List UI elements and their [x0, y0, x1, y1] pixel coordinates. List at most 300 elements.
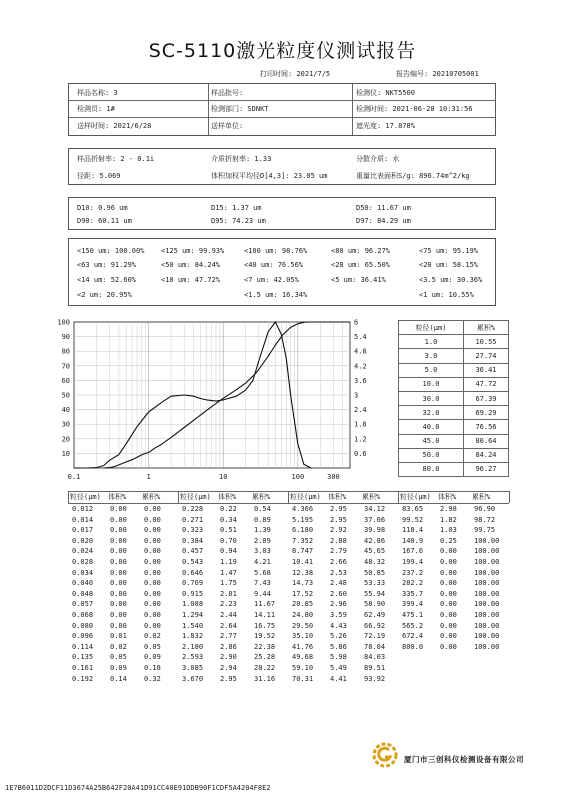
company-name: 厦门市三创科仪检测设备有限公司 — [404, 755, 524, 764]
dist-cell: 140.9 — [402, 536, 424, 545]
x-tick-label: 100 — [291, 473, 305, 481]
dist-cell: 99.75 — [474, 526, 496, 535]
dist-cell: 0.00 — [110, 558, 127, 566]
dist-cell: 0.00 — [440, 621, 457, 630]
right-tick-label: 5.4 — [354, 333, 367, 342]
dist-cell: 118.4 — [402, 526, 424, 535]
dist-cell: 1.19 — [220, 558, 237, 566]
dist-cell: 14.11 — [254, 611, 276, 619]
bin-cell: 50.0 — [399, 448, 464, 462]
dist-cell: 0.014 — [72, 515, 94, 524]
report-hash: 1E7B6011D2DCF11D3674A25B642F20A41D91CC40E91DDB90F1CDF5A4204F8E2 — [5, 784, 271, 792]
dist-cell: 800.0 — [402, 642, 424, 651]
dist-cell: 89.51 — [364, 664, 386, 672]
report-number: 报告编号: 20210705001 — [396, 70, 479, 78]
dist-cell: 0.70 — [220, 536, 237, 545]
x-tick-label: 1 — [146, 473, 151, 481]
particle-size-chart — [50, 318, 390, 490]
instrument: 检测仪: NKT5500 — [356, 89, 415, 97]
dist-cell: 4.41 — [330, 674, 347, 683]
cum-28: <28 um: 65.50% — [331, 261, 391, 269]
dist-cell: 0.09 — [144, 653, 161, 662]
bin-cell: 40.0 — [399, 420, 464, 434]
table-row — [399, 434, 509, 448]
dist-cell: 98.72 — [474, 515, 496, 524]
cum-1-5: <1.5 um: 16.34% — [244, 291, 308, 299]
bin-header-cell: 粒径(μm) — [399, 321, 464, 335]
d95: D95: 74.23 um — [211, 217, 266, 225]
dist-cell: 2.48 — [330, 579, 347, 588]
dist-cell: 31.16 — [254, 674, 276, 683]
dist-cell: 0.543 — [182, 558, 204, 566]
dist-cell: 1.82 — [440, 515, 457, 524]
dist-cell: 22.38 — [254, 642, 276, 651]
test-time: 检测时间: 2021-06-28 10:31:56 — [356, 105, 473, 113]
d97: D97: 84.29 um — [356, 217, 411, 225]
dist-cell: 2.86 — [220, 642, 237, 651]
cum-80: <80 um: 96.27% — [331, 247, 391, 255]
dist-cell: 100.00 — [474, 621, 500, 630]
dist-cell: 1.832 — [182, 632, 204, 641]
right-axis-labels — [354, 319, 367, 458]
dist-cell: 672.4 — [402, 632, 424, 641]
dist-cell: 0.00 — [440, 642, 457, 651]
d90: D90: 60.11 um — [77, 217, 132, 225]
dist-cell: 0.00 — [144, 558, 161, 566]
dist-cell: 2.98 — [440, 505, 457, 513]
dist-cell: 2.64 — [220, 621, 237, 630]
dist-cell: 2.66 — [330, 558, 347, 566]
x-tick-label: 300 — [327, 473, 340, 481]
dist-cell: 0.00 — [440, 568, 457, 577]
dist-cell: 2.44 — [220, 611, 237, 619]
dist-cell: 0.00 — [110, 579, 127, 588]
dist-cell: 0.00 — [440, 632, 457, 641]
cum-5: <5 um: 36.41% — [331, 276, 386, 284]
right-tick-label: 0.6 — [354, 449, 367, 458]
left-tick-label: 40 — [61, 406, 70, 415]
dist-cell: 0.00 — [144, 536, 161, 545]
dist-cell: 0.192 — [72, 674, 94, 683]
cum-40: <40 um: 76.56% — [244, 261, 304, 269]
medium-refractive-index: 介质折射率: 1.33 — [211, 155, 272, 163]
dist-cell: 0.384 — [182, 536, 204, 545]
dist-cell: 0.02 — [144, 632, 161, 641]
dist-cell: 0.020 — [72, 536, 94, 545]
dist-cell: 5.26 — [330, 632, 347, 641]
table-row — [399, 349, 509, 363]
dist-cell: 24.80 — [292, 611, 314, 619]
left-tick-label: 20 — [61, 435, 70, 444]
dist-header-cell: 体积% — [328, 493, 347, 501]
right-tick-label: 1.8 — [354, 420, 367, 429]
dist-cell: 2.88 — [330, 536, 347, 545]
sample-info-box — [68, 83, 496, 136]
dist-cell: 11.67 — [254, 600, 276, 609]
dist-cell: 19.52 — [254, 632, 276, 641]
dist-cell: 58.90 — [364, 600, 386, 609]
dist-cell: 0.00 — [144, 547, 161, 556]
dist-cell: 5.86 — [330, 642, 347, 651]
dist-cell: 0.94 — [220, 547, 237, 556]
dist-cell: 100.00 — [474, 568, 500, 577]
dist-cell: 62.49 — [364, 611, 386, 619]
dist-cell: 5.98 — [330, 653, 347, 662]
dist-cell: 0.00 — [110, 547, 127, 556]
dist-cell: 2.01 — [220, 589, 237, 598]
dist-cell: 100.00 — [474, 536, 500, 545]
obscuration: 遮光度: 17.878% — [356, 122, 415, 130]
submit-unit: 送样单位: — [211, 122, 244, 130]
dist-cell: 0.00 — [144, 611, 161, 619]
dist-cell: 4.21 — [254, 558, 271, 566]
table-row — [399, 335, 509, 349]
cum-14: <14 um: 52.60% — [77, 276, 137, 284]
dist-cell: 4.43 — [330, 621, 347, 630]
dist-cell: 0.00 — [144, 515, 161, 524]
cum-2: <2 um: 20.95% — [77, 291, 132, 299]
bin-cell: 30.0 — [399, 391, 464, 405]
dist-cell: 5.195 — [292, 515, 314, 524]
dist-header-cell: 体积% — [438, 493, 457, 501]
dist-header-cell: 体积% — [108, 493, 127, 501]
dist-cell: 0.00 — [440, 547, 457, 556]
dist-cell: 93.92 — [364, 674, 386, 683]
dist-cell: 0.00 — [144, 505, 161, 513]
left-tick-label: 80 — [61, 347, 70, 356]
dist-cell: 20.85 — [292, 600, 314, 609]
right-tick-label: 6 — [354, 318, 359, 327]
dist-cell: 42.86 — [364, 536, 386, 545]
dist-cell: 0.048 — [72, 589, 94, 598]
cum-75: <75 um: 95.19% — [419, 247, 479, 255]
dist-cell: 10.41 — [292, 558, 314, 566]
dist-cell: 0.323 — [182, 526, 204, 535]
params-box — [68, 148, 496, 185]
cum-20: <20 um: 58.15% — [419, 261, 479, 269]
dist-cell: 0.09 — [110, 664, 127, 672]
dist-cell: 66.92 — [364, 621, 386, 630]
cum-125: <125 um: 99.93% — [161, 247, 225, 255]
table-row — [399, 391, 509, 405]
dist-cell: 199.4 — [402, 558, 424, 566]
dist-cell: 2.95 — [330, 505, 347, 513]
dist-cell: 1.088 — [182, 600, 204, 609]
dist-cell: 0.00 — [110, 505, 127, 513]
dist-cell: 0.00 — [110, 611, 127, 619]
dist-cell: 41.76 — [292, 642, 314, 651]
x-tick-label: 0.1 — [67, 473, 81, 481]
bin-cell: 36.41 — [463, 363, 508, 377]
dist-cell: 0.34 — [220, 515, 237, 524]
dist-cell: 0.457 — [182, 547, 204, 556]
cum-3-5: <3.5 um: 30.36% — [419, 276, 483, 284]
dist-cell: 99.52 — [402, 515, 424, 524]
dist-cell: 399.4 — [402, 600, 424, 609]
dist-cell: 2.53 — [330, 568, 347, 577]
dist-cell: 3.03 — [254, 547, 271, 556]
dist-cell: 5.68 — [254, 568, 271, 577]
specific-surface-area: 重量比表面积S/g: 896.74m^2/kg — [356, 172, 470, 180]
dist-cell: 0.135 — [72, 653, 94, 662]
dist-cell: 0.040 — [72, 579, 94, 588]
dist-header-cell: 累积% — [142, 493, 161, 501]
right-tick-label: 4.8 — [354, 347, 367, 356]
cum-1: <1 um: 10.55% — [419, 291, 474, 299]
x-axis-labels — [68, 473, 340, 481]
dist-cell: 2.92 — [330, 526, 347, 535]
dist-cell: 84.03 — [364, 653, 386, 662]
dist-cell: 0.034 — [72, 568, 94, 577]
dist-cell: 100.00 — [474, 642, 500, 651]
dist-cell: 0.228 — [182, 505, 204, 513]
dist-cell: 1.39 — [254, 526, 271, 535]
dist-cell: 2.94 — [220, 664, 237, 672]
table-row — [399, 420, 509, 434]
left-tick-label: 10 — [61, 449, 70, 458]
dist-cell: 0.00 — [144, 579, 161, 588]
cum-100: <100 um: 98.76% — [244, 247, 308, 255]
bin-cell: 96.27 — [463, 462, 508, 476]
dist-cell: 0.05 — [110, 653, 127, 662]
dist-cell: 0.271 — [182, 515, 204, 524]
right-tick-label: 4.2 — [354, 362, 367, 371]
dist-cell: 1.75 — [220, 579, 237, 588]
dist-cell: 0.017 — [72, 526, 94, 535]
table-row — [399, 363, 509, 377]
right-tick-label: 1.2 — [354, 435, 367, 444]
d10: D10: 0.96 um — [77, 204, 128, 212]
dist-cell: 9.44 — [254, 589, 271, 598]
bin-cell: 80.64 — [463, 434, 508, 448]
dist-cell: 0.14 — [110, 674, 127, 683]
dist-cell: 16.75 — [254, 621, 276, 630]
dist-cell: 72.19 — [364, 632, 386, 641]
dist-cell: 70.31 — [292, 674, 314, 683]
left-tick-label: 100 — [57, 318, 70, 327]
right-tick-label: 3 — [354, 391, 359, 400]
dist-cell: 0.22 — [220, 505, 237, 513]
d15: D15: 1.37 um — [211, 204, 262, 212]
dist-cell: 0.024 — [72, 547, 94, 556]
dist-cell: 55.94 — [364, 589, 386, 598]
cum-7: <7 um: 42.05% — [244, 276, 299, 284]
dist-cell: 2.95 — [330, 515, 347, 524]
left-axis-labels — [57, 319, 70, 458]
d50: D50: 11.67 um — [356, 204, 411, 212]
bin-cell: 76.56 — [463, 420, 508, 434]
dist-cell: 6.180 — [292, 526, 314, 535]
dist-cell: 0.769 — [182, 579, 204, 588]
dist-cell: 282.2 — [402, 579, 424, 588]
dist-cell: 335.7 — [402, 589, 424, 598]
dispersion-medium: 分散介质: 水 — [356, 155, 400, 163]
dist-cell: 2.593 — [182, 653, 204, 662]
dist-cell: 3.59 — [330, 611, 347, 619]
bin-header-cell: 累积% — [463, 321, 508, 335]
dist-cell: 0.00 — [144, 589, 161, 598]
dist-cell: 0.00 — [440, 611, 457, 619]
dist-cell: 0.096 — [72, 632, 94, 641]
dist-cell: 565.2 — [402, 621, 424, 630]
dist-cell: 5.49 — [330, 664, 347, 672]
dist-cell: 100.00 — [474, 558, 500, 566]
bin-cell: 45.0 — [399, 434, 464, 448]
dist-cell: 167.6 — [402, 547, 424, 556]
dist-cell: 2.23 — [220, 600, 237, 609]
dist-cell: 96.90 — [474, 505, 496, 513]
print-time: 打印时间: 2021/7/5 — [260, 70, 331, 78]
dist-cell: 100.00 — [474, 611, 500, 619]
dist-cell: 0.00 — [110, 621, 127, 630]
bin-table — [398, 320, 509, 477]
dist-cell: 45.65 — [364, 547, 386, 556]
cumulative-box — [68, 238, 496, 306]
dist-cell: 0.00 — [440, 600, 457, 609]
dist-cell: 37.06 — [364, 515, 386, 524]
left-tick-label: 60 — [61, 376, 70, 385]
bin-cell: 32.0 — [399, 406, 464, 420]
left-tick-label: 30 — [61, 420, 70, 429]
dist-cell: 53.33 — [364, 579, 386, 588]
report-title: SC-5110激光粒度仪测试报告 — [148, 40, 417, 62]
dist-cell: 2.180 — [182, 642, 204, 651]
volume-mean-diameter: 体积加权平均径D[4,3]: 23.05 um — [211, 172, 328, 180]
dist-cell: 2.96 — [330, 600, 347, 609]
dist-cell: 1.540 — [182, 621, 204, 630]
dist-cell: 35.10 — [292, 632, 314, 641]
dist-cell: 0.068 — [72, 611, 94, 619]
bin-cell: 47.72 — [463, 377, 508, 391]
span: 径距: 5.069 — [77, 172, 121, 180]
dist-cell: 0.00 — [144, 600, 161, 609]
table-row — [399, 462, 509, 476]
dist-cell: 0.00 — [144, 526, 161, 535]
dist-cell: 0.012 — [72, 505, 94, 513]
dist-cell: 0.915 — [182, 589, 204, 598]
dist-cell: 0.05 — [144, 642, 161, 651]
dist-cell: 7.43 — [254, 579, 271, 588]
dist-cell: 0.00 — [440, 558, 457, 566]
dist-cell: 0.00 — [144, 621, 161, 630]
table-row — [399, 406, 509, 420]
dist-cell: 0.114 — [72, 642, 94, 651]
bin-cell: 67.39 — [463, 391, 508, 405]
bin-cell: 27.74 — [463, 349, 508, 363]
dist-cell: 0.161 — [72, 664, 94, 672]
dist-cell: 0.01 — [110, 632, 127, 641]
left-tick-label: 90 — [61, 333, 70, 342]
dist-cell: 8.747 — [292, 547, 314, 556]
department: 检测部门: SDNKT — [211, 105, 269, 113]
dist-cell: 0.028 — [72, 558, 94, 566]
bin-cell: 3.0 — [399, 349, 464, 363]
inspector: 检测员: 1# — [77, 105, 115, 113]
bin-cell: 69.29 — [463, 406, 508, 420]
left-tick-label: 50 — [61, 391, 70, 400]
bin-cell: 80.0 — [399, 462, 464, 476]
right-tick-label: 2.4 — [354, 406, 367, 415]
cum-10: <10 um: 47.72% — [161, 276, 221, 284]
dist-cell: 0.00 — [440, 589, 457, 598]
dist-cell: 29.50 — [292, 621, 314, 630]
dist-cell: 237.2 — [402, 568, 424, 577]
dist-cell: 2.09 — [254, 536, 271, 545]
dist-header-cell: 累积% — [472, 493, 491, 501]
cum-63: <63 um: 91.29% — [77, 261, 137, 269]
dist-cell: 78.04 — [364, 642, 386, 651]
dist-cell: 0.18 — [144, 664, 161, 672]
dist-cell: 0.51 — [220, 526, 237, 535]
cum-50: <50 um: 84.24% — [161, 261, 221, 269]
dist-cell: 100.00 — [474, 547, 500, 556]
bin-cell: 1.0 — [399, 335, 464, 349]
dist-cell: 2.90 — [220, 653, 237, 662]
dist-cell: 59.10 — [292, 664, 314, 672]
dist-cell: 0.00 — [110, 568, 127, 577]
dist-header-cell: 粒径(μm) — [70, 493, 101, 501]
cum-150: <150 um: 100.00% — [77, 247, 145, 255]
dist-cell: 100.00 — [474, 579, 500, 588]
dist-cell: 1.294 — [182, 611, 204, 619]
chart-grid — [74, 322, 350, 468]
dist-cell: 0.080 — [72, 621, 94, 630]
dist-cell: 0.00 — [110, 600, 127, 609]
dist-header-cell: 累积% — [252, 493, 271, 501]
dist-cell: 49.68 — [292, 653, 314, 662]
company-logo-icon — [370, 740, 400, 770]
dist-cell: 0.00 — [110, 536, 127, 545]
dist-cell: 3.085 — [182, 664, 204, 672]
dist-cell: 48.32 — [364, 558, 386, 566]
dist-cell: 3.670 — [182, 674, 204, 683]
dist-cell: 1.03 — [440, 526, 457, 535]
dist-cell: 0.057 — [72, 600, 94, 609]
dist-cell: 0.25 — [440, 536, 457, 545]
dist-header-cell: 粒径(μm) — [290, 493, 321, 501]
dist-cell: 475.1 — [402, 611, 424, 619]
bin-cell: 10.55 — [463, 335, 508, 349]
dist-cell: 100.00 — [474, 600, 500, 609]
dist-cell: 0.89 — [254, 515, 271, 524]
dist-cell: 2.95 — [220, 674, 237, 683]
sample-batch: 样品批号: — [211, 89, 244, 97]
dist-cell: 4.366 — [292, 505, 314, 513]
dist-cell: 0.00 — [144, 568, 161, 577]
dist-cell: 0.02 — [110, 642, 127, 651]
dist-header-cell: 粒径(μm) — [180, 493, 211, 501]
dist-cell: 28.22 — [254, 664, 276, 672]
dist-header-cell: 粒径(μm) — [400, 493, 431, 501]
dist-cell: 0.00 — [110, 526, 127, 535]
dist-cell: 83.65 — [402, 505, 424, 513]
dist-cell: 14.73 — [292, 579, 314, 588]
dist-cell: 39.98 — [364, 526, 386, 535]
dist-cell: 25.28 — [254, 653, 276, 662]
dist-cell: 100.00 — [474, 589, 500, 598]
x-tick-label: 10 — [219, 473, 228, 481]
bin-cell: 5.0 — [399, 363, 464, 377]
bin-header-row — [399, 321, 509, 335]
dist-cell: 2.60 — [330, 589, 347, 598]
left-tick-label: 70 — [61, 362, 70, 371]
dvalues-box — [68, 197, 496, 230]
dist-cell: 0.00 — [110, 515, 127, 524]
dist-cell: 2.77 — [220, 632, 237, 641]
dist-cell: 0.646 — [182, 568, 204, 577]
dist-cell: 12.38 — [292, 568, 314, 577]
dist-cell: 2.79 — [330, 547, 347, 556]
